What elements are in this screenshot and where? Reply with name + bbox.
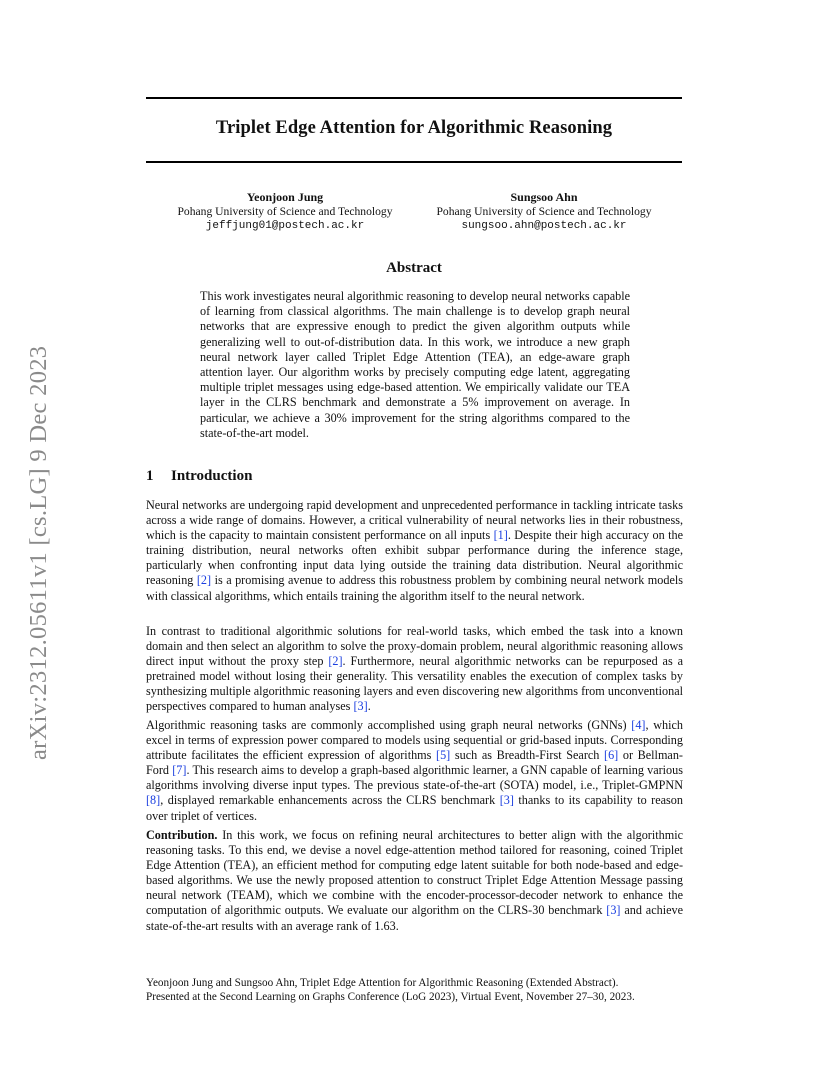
citation-link[interactable]: [2] [196,573,212,588]
section-number: 1 [146,468,154,484]
abstract-heading: Abstract [386,260,442,276]
section-title: Introduction [171,468,253,484]
abstract-text: This work investigates neural algorithmic reasoning to develop neural networks capable of learning from classical algorithms. The main challenge is to develop graph neural networks that are expressive enough to predict the given algorithm outputs while generalizing well to out-of-distribution data. In this work, we introduce a new graph neural network layer called Triplet Edge Attention (TEA), an edge-aware graph attention layer. Our algorithm works by precisely computing edge latent, aggregating multiple triplet messages using edge-based attention. We empirically validate our TEA layer in the CLRS benchmark and demonstrate a 5% improvement on average. In particular, we achieve a 30% improvement for the string algorithms compared to the state-of-the-art model. [200,289,630,440]
citation-link[interactable]: [3] [499,793,514,808]
citation-link[interactable]: [8] [146,793,161,808]
author-block-1 [165,190,405,234]
intro-paragraph-1: Neural networks are undergoing rapid development and unprecedented performance in tackling intricate tasks across a wide range of domains. However, a critical vulnerability of neural networks lies in their robustness, which is the capacity to maintain consistent performance on all inputs [1]. Despite their high accuracy on the training distribution, neural networks often exhibit subpar performance during the inference stage, particularly when confronting input data lying outside the training data distribution. Neural algorithmic reasoning [2] is a promising avenue to address this robustness problem by combining neural network models with classical algorithms, which entails training the algorithm itself to the neural network. [146,498,683,603]
author-affiliation: Pohang University of Science and Technology [436,204,652,218]
citation-link[interactable]: [3] [353,699,368,714]
venue-footnote [146,977,706,1005]
contribution-paragraph: Contribution. In this work, we focus on refining neural architectures to better align with the algorithmic reasoning tasks. To this end, we devise a novel edge-attention method tailored for reasoning, coined Triplet Edge Attention (TEA), an efficient method for computing edge latent suitable for both node-based and edge-based algorithms. We use the newly proposed attention to construct Triplet Edge Attention Message passing neural network (TEAM), which we combine with the encoder-processor-decoder network to enhance the computation of algorithmic outputs. We evaluate our algorithm on the CLRS-30 benchmark [3] and achieve state-of-the-art results with an average rank of 1.63. [146,828,684,933]
intro-paragraph-2: In contrast to traditional algorithmic solutions for real-world tasks, which embed the task into a known domain and then select an algorithm to solve the proxy-domain problem, neural algorithmic reasoning allows direct input without the proxy step [2]. Furthermore, neural algorithmic networks can be repurposed as a pretrained model without losing their generality. This versatility enables the execution of complex tasks by synthesizing multiple algorithmic reasoning layers and even discovering new algorithms from unconventional perspectives compared to human analyses [3]. [146,624,683,714]
arxiv-identifier-stamp: arXiv:2312.05611v1 [cs.LG] 9 Dec 2023 [25,345,52,760]
author-email[interactable]: jeffjung01@postech.ac.kr [205,220,365,232]
citation-link[interactable]: [7] [172,763,187,778]
footnote-line: Presented at the Second Learning on Graphs Conference (LoG 2023), Virtual Event, November 27–30, 2023. [146,990,635,1003]
citation-link[interactable]: [2] [328,654,343,669]
section-heading-introduction [146,468,252,485]
footnote-line: Yeonjoon Jung and Sungsoo Ahn, Triplet Edge Attention for Algorithmic Reasoning (Extended Abstract). [146,977,619,989]
author-email[interactable]: sungsoo.ahn@postech.ac.kr [461,220,627,232]
intro-paragraph-3: Algorithmic reasoning tasks are commonly accomplished using graph neural networks (GNNs) [4], which excel in terms of expression power compared to models using sequential or grid-based inputs. Corresponding attribute facilitates the efficient expression of algorithms [5] such as Breadth-First Search [6] or Bellman-Ford [7]. This research aims to develop a graph-based algorithmic learner, a GNN capable of learning various algorithms involving diverse input types. The previous state-of-the-art (SOTA) model, i.e., Triplet-GMPNN [8], displayed remarkable enhancements across the CLRS benchmark [3] thanks to its capability to reason over triplet of vertices. [146,718,683,823]
citation-link[interactable]: [6] [604,748,619,763]
author-affiliation: Pohang University of Science and Technology [177,204,393,218]
title-bottom-rule [146,161,682,163]
citation-link[interactable]: [5] [436,748,451,763]
citation-link[interactable]: [4] [631,718,646,732]
author-block-2 [420,190,668,234]
citation-link[interactable]: [3] [606,903,621,918]
author-name: Yeonjoon Jung [246,190,324,204]
author-name: Sungsoo Ahn [510,190,578,204]
paper-title: Triplet Edge Attention for Algorithmic Reasoning [215,118,613,138]
title-top-rule [146,97,682,99]
citation-link[interactable]: [1] [493,528,508,543]
paragraph-lead-in: Contribution. [146,828,218,842]
